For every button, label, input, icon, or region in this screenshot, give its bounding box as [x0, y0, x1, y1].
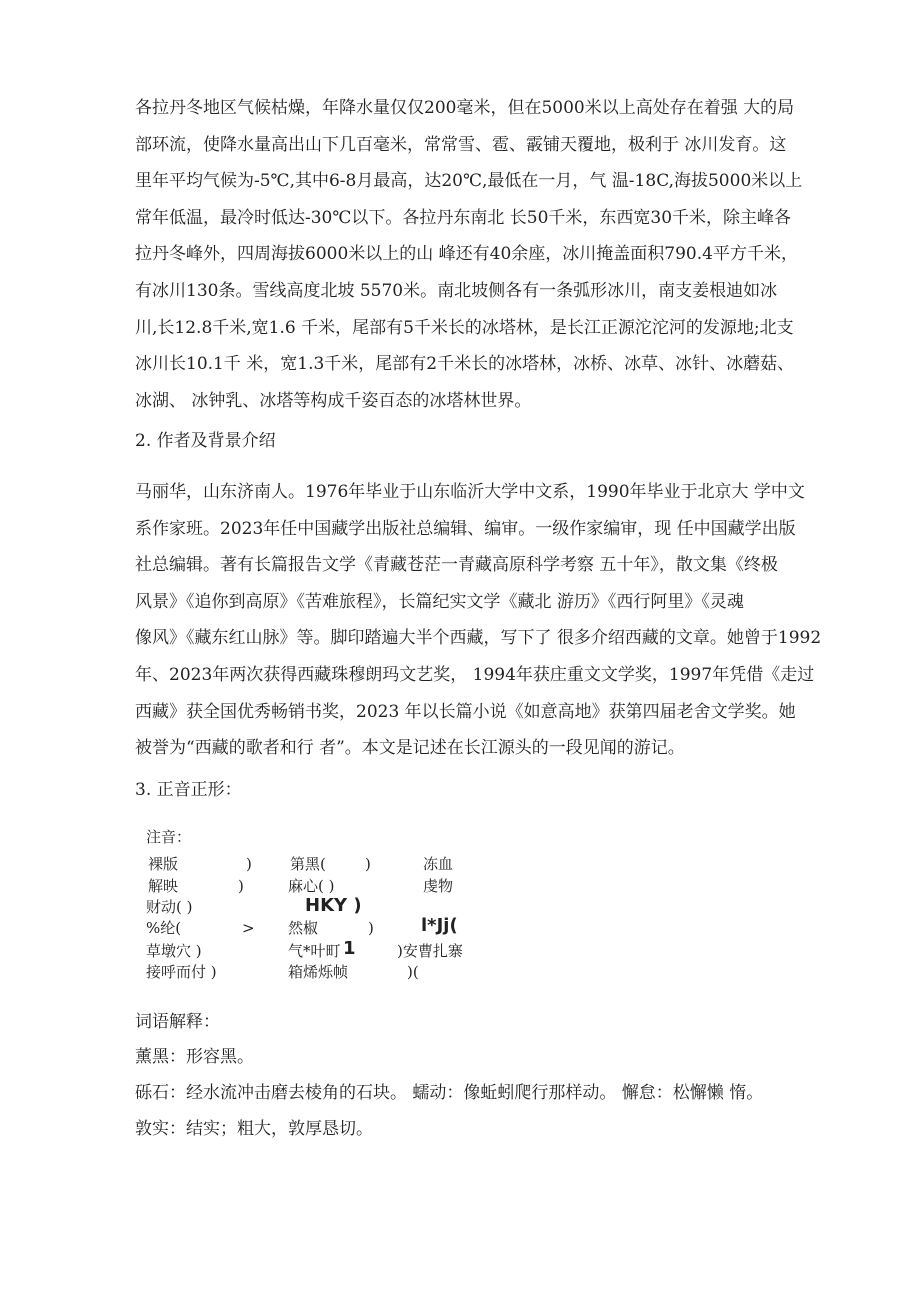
pronunciation-item: 接呼而付 ) — [146, 963, 217, 981]
text-line: 川,长12.8千米,宽1.6 千米，尾部有5千米长的冰塔林，是长江正源沱沱河的发源地;北支 — [135, 317, 794, 338]
heading-author-background: 2. 作者及背景介绍 — [135, 431, 276, 451]
text-line: 薰黑：形容黑。 — [135, 1047, 254, 1067]
text-line: 系作家班。2023年任中国藏学出版社总编辑、编审。一级作家编审，现 任中国藏学出版 — [135, 518, 796, 539]
heading-pronunciation: 3. 正音正形： — [135, 780, 242, 800]
pronunciation-item-large: l*Jj( — [421, 915, 458, 936]
text-line: 各拉丹冬地区气候枯燥，年降水量仅仅200毫米，但在5000米以上高处存在着强 大的局 — [135, 98, 795, 118]
text-line: 被誉为“西藏的歌者和行 者”。本文是记述在长江源头的一段见闻的游记。 — [135, 738, 685, 759]
pronunciation-item: ) — [365, 855, 371, 873]
pronunciation-item: 气*叶町 — [288, 942, 341, 960]
text-line: 部环流，使降水量高出山下几百毫米，常常雪、雹、霰铺天覆地，极利于 冰川发育。这 — [135, 134, 787, 155]
text-line: 有冰川130条。雪线高度北坡 5570米。南北坡侧各有一条弧形冰川，南支姜根迪如冰 — [135, 281, 778, 301]
pronunciation-item: ) — [238, 877, 244, 895]
pronunciation-item: 解映 — [148, 877, 179, 895]
pronunciation-item: 麻心( ) — [288, 877, 335, 895]
text-line: 风景》《追你到高原》《苦难旅程》，长篇纪实文学《藏北 游历》《西行阿里》《灵魂 — [135, 591, 744, 612]
pronunciation-item: %纶( — [146, 919, 182, 937]
pronunciation-item: 第黑( — [290, 855, 326, 873]
pronunciation-item: 冻血 — [423, 855, 454, 873]
text-line: 社总编辑。著有长篇报告文学《青藏苍茫一青藏高原科学考察 五十年》，散文集《终极 — [135, 555, 778, 576]
pronunciation-item-large: 1 — [343, 938, 356, 959]
text-line: 常年低温，最冷时低达-30℃以下。各拉丹东南北 长50千米，东西宽30千米，除主峰各 — [135, 207, 792, 228]
text-line: 敦实：结实；粗大，敦厚恳切。 — [135, 1119, 373, 1139]
text-line: 像风》《藏东红山脉》等。脚印踏遍大半个西藏，写下了 很多介绍西藏的文章。她曾于1992 — [135, 628, 822, 649]
pronunciation-item: 草墩穴 ) — [146, 942, 202, 960]
text-line: 冰川长10.1千 米，宽1.3千米，尾部有2千米长的冰塔林，冰桥、冰草、冰针、冰蘑菇、 — [135, 354, 795, 375]
pronunciation-item: ) — [246, 855, 252, 873]
text-line: 砾石：经水流冲击磨去棱角的石块。 蠕动：像蚯蚓爬行那样动。 懈怠：松懈懒 惰。 — [135, 1083, 764, 1103]
text-line: 马丽华，山东济南人。1976年毕业于山东临沂大学中文系，1990年毕业于北京大 学中文 — [135, 482, 805, 502]
pronunciation-label: 注音： — [146, 828, 192, 846]
pronunciation-item: 然椒 — [288, 919, 319, 937]
pronunciation-item: 箱烯烁帧 — [288, 963, 349, 981]
vocab-label: 词语解释： — [135, 1012, 220, 1032]
pronunciation-item: )( — [407, 963, 419, 981]
pronunciation-item: ) — [368, 919, 374, 937]
pronunciation-item-large: HKY ) — [305, 895, 362, 916]
pronunciation-item: 财动( ) — [146, 898, 193, 916]
text-line: 冰湖、 冰钟乳、冰塔等构成千姿百态的冰塔林世界。 — [135, 390, 532, 411]
pronunciation-item: 裸版 — [148, 855, 179, 873]
text-line: 年、2023年两次获得西藏珠穆朗玛文艺奖， 1994年获庄重文文学奖，1997年凭借《走过 — [135, 665, 815, 685]
text-line: 里年平均气候为-5℃,其中6-8月最高，达20℃,最低在一月，气 温-18C,海拔5000米以上 — [135, 171, 803, 192]
pronunciation-item: 虔物 — [423, 877, 454, 895]
text-line: 拉丹冬峰外，四周海拔6000米以上的山 峰还有40余座，冰川掩盖面积790.4平方千米， — [135, 244, 798, 265]
text-line: 西藏》获全国优秀畅销书奖，2023 年以长篇小说《如意高地》获第四届老舍文学奖。她 — [135, 701, 796, 722]
pronunciation-item: > — [242, 919, 255, 937]
pronunciation-item: )安曹扎寨 — [397, 942, 463, 960]
